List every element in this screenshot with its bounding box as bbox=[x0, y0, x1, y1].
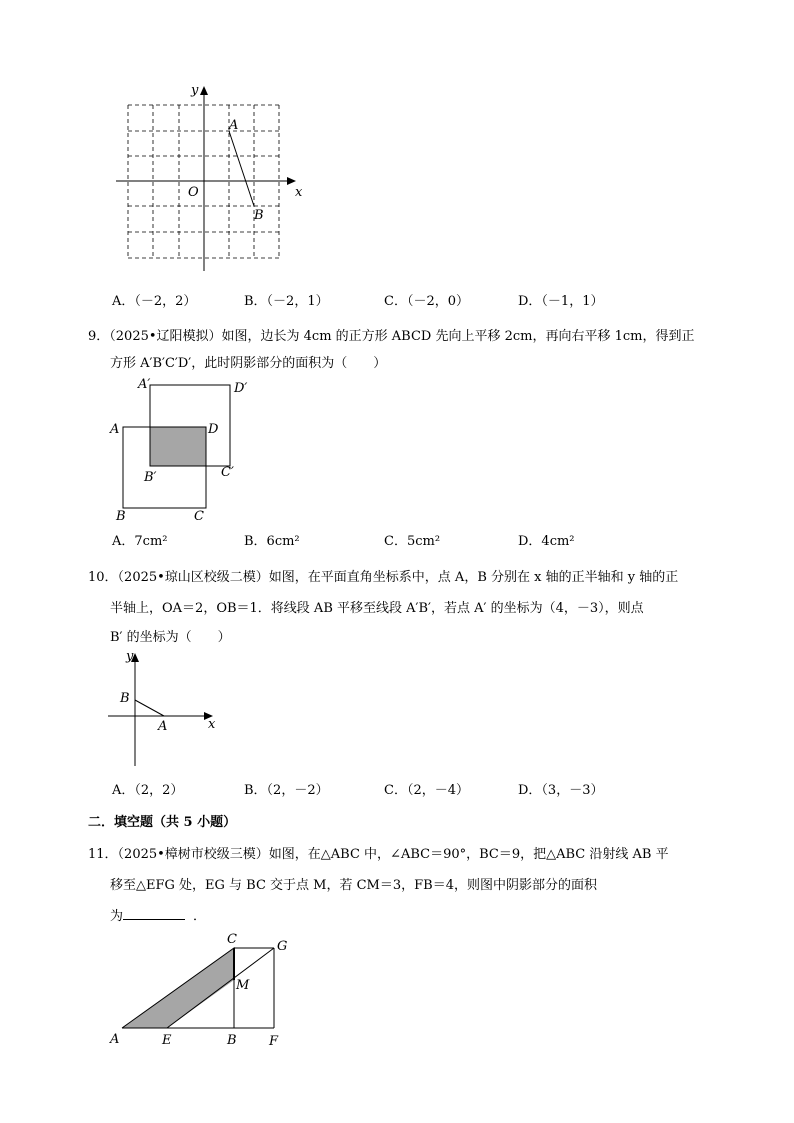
q10-figure bbox=[104, 644, 229, 768]
q9-option-d[interactable]: D．4cm² bbox=[518, 534, 575, 549]
q10-stem-line2: 半轴上，OA＝2，OB＝1．将线段 AB 平移至线段 A′B′，若点 A′ 的坐标为（4，－3），则点 bbox=[110, 601, 644, 616]
q9-figure bbox=[108, 372, 258, 524]
section-fill-in-title: 二．填空题（共 5 小题） bbox=[88, 815, 237, 830]
q8-label-a: A bbox=[229, 118, 239, 133]
q10-option-a[interactable]: A．（2，2） bbox=[112, 783, 184, 798]
q11-label-m: M bbox=[236, 978, 250, 993]
q8-segment-ab bbox=[229, 131, 254, 206]
q9-options bbox=[112, 530, 732, 548]
q8-options bbox=[112, 290, 732, 308]
q11-label-c: C bbox=[227, 932, 237, 947]
q8-label-x: x bbox=[295, 185, 303, 200]
q11-label-b: B bbox=[227, 1033, 237, 1048]
q9-label-d: D bbox=[208, 422, 219, 437]
q11-stem-line3-prefix: 为 bbox=[110, 909, 124, 924]
q8-axes bbox=[116, 90, 292, 271]
q10-label-b: B bbox=[120, 691, 130, 706]
q8-label-y: y bbox=[191, 83, 199, 98]
q9-label-d-prime: D′ bbox=[234, 381, 248, 396]
q10-label-a: A bbox=[158, 719, 168, 734]
q9-shaded-region bbox=[150, 427, 206, 466]
q10-stem-line3: B′ 的坐标为（ ） bbox=[110, 630, 231, 645]
q10-segment-ab bbox=[135, 700, 164, 716]
q11-label-g: G bbox=[277, 939, 288, 954]
q8-option-a[interactable]: A．（－2，2） bbox=[112, 294, 197, 309]
q9-option-c[interactable]: C．5cm² bbox=[384, 534, 441, 549]
q8-label-b: B bbox=[254, 208, 264, 223]
q10-option-d[interactable]: D．（3，－3） bbox=[518, 783, 604, 798]
q9-option-b[interactable]: B．6cm² bbox=[244, 534, 300, 549]
q8-option-d[interactable]: D．（－1，1） bbox=[518, 294, 604, 309]
q10-option-b[interactable]: B．（2，－2） bbox=[244, 783, 329, 798]
q8-label-o: O bbox=[188, 185, 199, 200]
q10-stem-line1: 10．（2025•琼山区校级二模）如图，在平面直角坐标系中，点 A，B 分别在 x 轴的正半轴和 y 轴的正 bbox=[88, 570, 679, 585]
q10-label-x: x bbox=[208, 717, 216, 732]
q9-label-b-prime: B′ bbox=[144, 470, 157, 485]
q11-stem-line3 bbox=[110, 905, 206, 924]
q8-y-arrow bbox=[200, 86, 208, 95]
q9-label-b: B bbox=[116, 509, 126, 524]
q11-label-a: A bbox=[110, 1032, 120, 1047]
q11-label-e: E bbox=[162, 1033, 172, 1048]
q9-option-a[interactable]: A．7cm² bbox=[112, 534, 168, 549]
q8-option-c[interactable]: C．（－2，0） bbox=[384, 294, 469, 309]
q9-stem-line1: 9．（2025•辽阳模拟）如图，边长为 4cm 的正方形 ABCD 先向上平移 2cm，再向右平移 1cm，得到正 bbox=[88, 329, 695, 344]
q8-figure bbox=[108, 78, 318, 278]
q11-stem-line1: 11．（2025•樟树市校级三模）如图，在△ABC 中，∠ABC＝90°，BC＝9，把△ABC 沿射线 AB 平 bbox=[88, 847, 669, 862]
q9-label-a-prime: A′ bbox=[138, 377, 151, 392]
q9-stem-line2: 方形 A′B′C′D′，此时阴影部分的面积为（ ） bbox=[110, 356, 387, 371]
q10-options bbox=[112, 779, 732, 797]
q11-stem-line3-suffix: ． bbox=[193, 909, 207, 924]
q8-x-arrow bbox=[287, 177, 296, 185]
q10-option-c[interactable]: C．（2，－4） bbox=[384, 783, 469, 798]
q11-stem-line2: 移至△EFG 处，EG 与 BC 交于点 M，若 CM＝3，FB＝4，则图中阴影部分的面积 bbox=[110, 878, 597, 893]
q11-figure bbox=[106, 930, 292, 1050]
q11-answer-blank[interactable] bbox=[123, 907, 185, 920]
q9-label-c-prime: C′ bbox=[221, 465, 234, 480]
q11-label-f: F bbox=[269, 1034, 279, 1049]
q8-option-b[interactable]: B．（－2，1） bbox=[244, 294, 329, 309]
q10-label-y: y bbox=[126, 649, 134, 664]
q9-label-c: C bbox=[194, 509, 204, 524]
q9-label-a: A bbox=[110, 422, 120, 437]
